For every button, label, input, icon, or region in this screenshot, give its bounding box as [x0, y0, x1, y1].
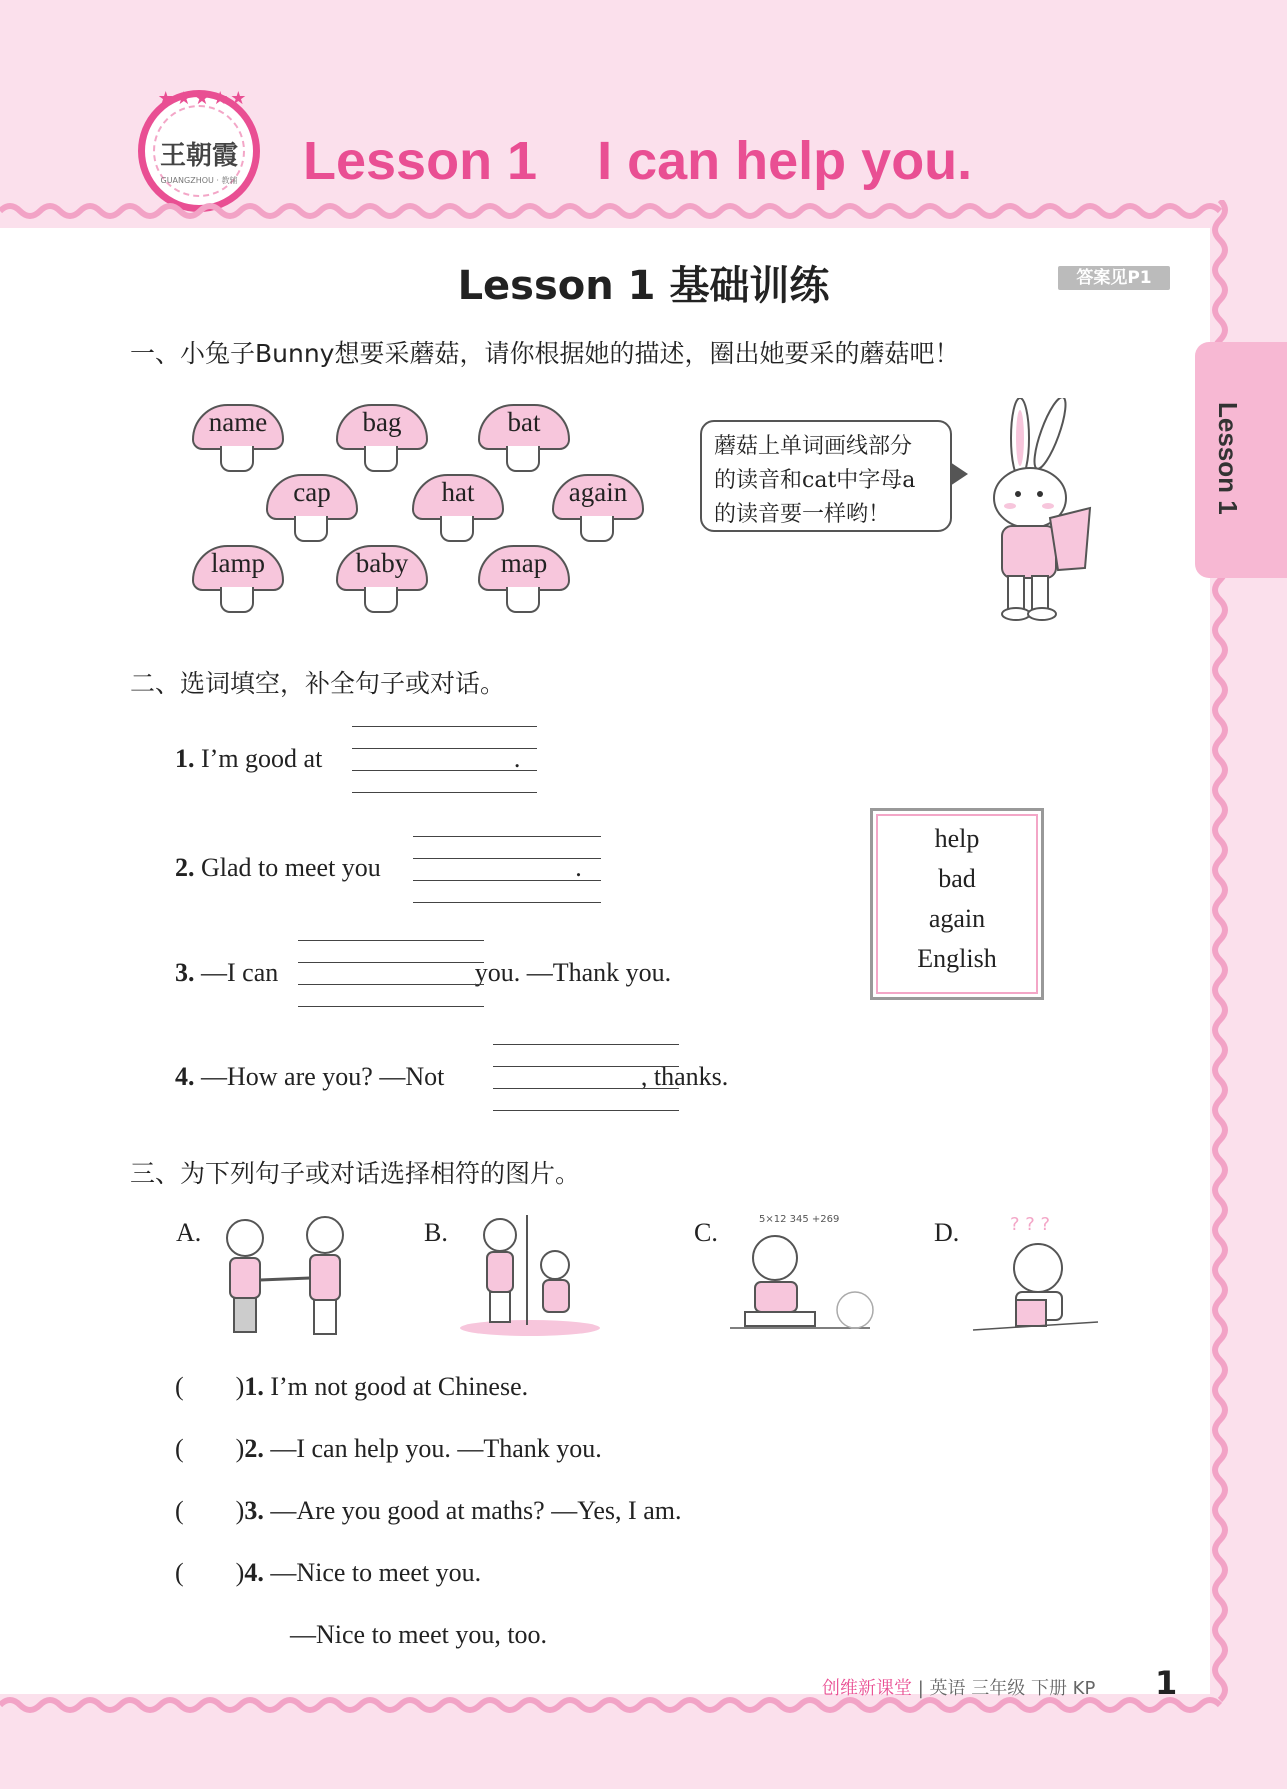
question-1-heading: 一、小兔子Bunny想要采蘑菇，请你根据她的描述，圈出她要采的蘑菇吧！: [130, 339, 960, 368]
mushroom-bat[interactable]: [478, 404, 568, 474]
option-a-label: A.: [176, 1218, 202, 1247]
side-tab-label: Lesson 1: [1213, 402, 1243, 515]
option-d-label: D.: [934, 1218, 960, 1247]
logo-text: 王朝霞: [159, 141, 238, 171]
mushroom-lamp[interactable]: [192, 545, 282, 615]
mushroom-word: name: [208, 407, 268, 437]
speech-line: 的读音和cat中字母a: [714, 468, 916, 493]
option-c-label: C.: [694, 1218, 718, 1247]
word-bank-item: again: [928, 904, 986, 933]
word-bank: [870, 808, 1044, 1000]
fill-item-3: 3. —I can you. —Thank you.: [175, 958, 672, 987]
maths-study-picture-icon: [725, 1210, 875, 1340]
speech-bubble-tail: [950, 462, 968, 486]
question-3-heading: 三、为下列句子或对话选择相符的图片。: [130, 1159, 581, 1188]
match-item-1: ( )1. I’m not good at Chinese.: [175, 1372, 529, 1401]
word-bank-item: bad: [938, 864, 976, 893]
page-header: [0, 0, 1287, 230]
helping-friend-picture-icon: [455, 1210, 605, 1340]
mushroom-bag[interactable]: [336, 404, 426, 474]
speech-line: 蘑菇上单词画线部分: [714, 434, 913, 459]
handshake-picture-icon: [210, 1210, 360, 1340]
match-item-3: ( )3. —Are you good at maths? —Yes, I am.: [175, 1496, 682, 1525]
mushroom-word: baby: [355, 548, 409, 578]
match-item-4-reply: —Nice to meet you, too.: [290, 1620, 548, 1649]
footer-info: 英语 三年级 下册 KP: [929, 1678, 1096, 1699]
answer-paren[interactable]: ( ): [175, 1434, 245, 1463]
speech-line: 的读音要一样哟！: [714, 502, 891, 527]
word-bank-item: English: [917, 944, 997, 973]
answer-reference-badge: 答案见P1: [1058, 266, 1170, 290]
logo-subtext: GUANGZHOU · 教辅: [160, 176, 238, 185]
bunny-illustration-icon: [980, 398, 1100, 623]
match-item-2: ( )2. —I can help you. —Thank you.: [175, 1434, 602, 1463]
mushroom-word: lamp: [211, 548, 265, 578]
mushroom-map[interactable]: [478, 545, 568, 615]
footer-brand: 创维新课堂: [822, 1678, 912, 1699]
wave-border-top: [0, 196, 1287, 226]
side-tab-lesson[interactable]: [1195, 342, 1287, 578]
answer-blank-2[interactable]: [413, 836, 601, 904]
section-title: Lesson 1 基础训练: [457, 263, 830, 309]
option-b-label: B.: [424, 1218, 448, 1247]
answer-paren[interactable]: ( ): [175, 1496, 245, 1525]
mushroom-hat[interactable]: [412, 474, 502, 544]
page-number: 1: [1155, 1664, 1178, 1702]
answer-paren[interactable]: ( ): [175, 1558, 245, 1587]
match-item-4: ( )4. —Nice to meet you.: [175, 1558, 482, 1587]
mushroom-again[interactable]: [552, 474, 642, 544]
question-2-heading: 二、选词填空，补全句子或对话。: [130, 669, 506, 698]
mushroom-word: map: [500, 548, 548, 578]
answer-paren[interactable]: ( ): [175, 1372, 245, 1401]
mushroom-word: again: [568, 477, 628, 507]
answer-blank-1[interactable]: [352, 726, 537, 794]
fill-item-1: 1. I’m good at .: [175, 744, 521, 773]
mushroom-name[interactable]: [192, 404, 282, 474]
mushroom-cap[interactable]: [266, 474, 356, 544]
svg-text:? ? ?: ? ? ?: [1010, 1214, 1051, 1235]
mushroom-word: hat: [441, 477, 475, 507]
speech-bubble: [700, 420, 952, 532]
mushroom-word: bag: [362, 407, 402, 437]
word-bank-item: help: [934, 824, 980, 853]
answer-blank-3[interactable]: [298, 940, 484, 1008]
star-icon: ★★★★★: [157, 88, 249, 109]
answer-blank-4[interactable]: [493, 1044, 679, 1112]
mushroom-word: bat: [507, 407, 541, 437]
mushroom-word: cap: [293, 477, 331, 507]
page-footer: 创维新课堂 | 英语 三年级 下册 KP: [822, 1678, 1096, 1699]
fill-item-2: 2. Glad to meet you .: [175, 853, 582, 882]
math-note-text: 5×12 345 +269: [759, 1214, 840, 1225]
confused-reading-picture-icon: [968, 1210, 1118, 1340]
lesson-title: Lesson 1 I can help you.: [303, 131, 973, 191]
fill-item-4: 4. —How are you? —Not , thanks.: [175, 1062, 729, 1091]
mushroom-baby[interactable]: [336, 545, 426, 615]
